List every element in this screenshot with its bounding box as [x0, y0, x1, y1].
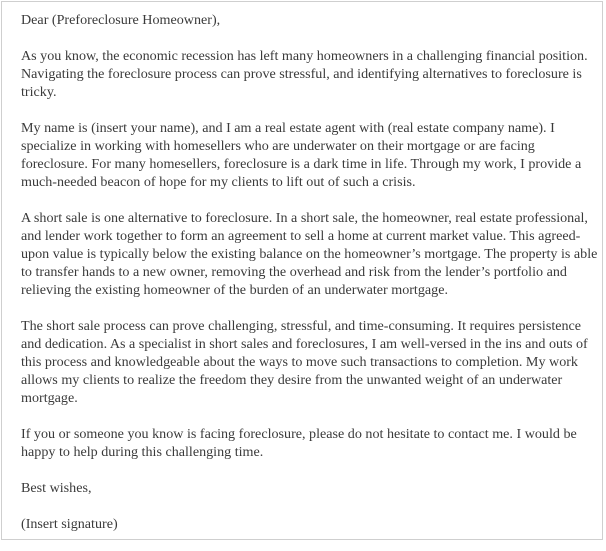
- closing: Best wishes,: [21, 480, 92, 496]
- paragraph-intro: As you know, the economic recession has left many homeowners in a challenging financial position. Navigating the foreclosure process can prove stressful, and identifying alternatives to foreclosure is tricky.: [21, 48, 588, 100]
- paragraph-process: The short sale process can prove challenging, stressful, and time-consuming. It requires persistence and dedication. As a specialist in short sales and foreclosures, I am well-versed in the ins and outs of this process and knowledgeable about the ways to move such transactions to completion. My work allows my clients to realize the freedom they desire from the unwanted weight of an underwater mortgage.: [21, 318, 588, 406]
- paragraph-introduction-agent: My name is (insert your name), and I am a real estate agent with (real estate company name). I specialize in working with homesellers who are underwater on their mortgage or are facing foreclosure. For many homesellers, foreclosure is a dark time in life. Through my work, I provide a much-needed beacon of hope for my clients to lift out of such a crisis.: [21, 120, 582, 190]
- paragraph-short-sale: A short sale is one alternative to foreclosure. In a short sale, the homeowner, real estate professional, and lender work together to form an agreement to sell a home at current market value. This agreed-upon value is typically below the existing balance on the homeowner’s mortgage. The property is able to transfer hands to a new owner, removing the overhead and risk from the lender’s portfolio and relieving the existing homeowner of the burden of an underwater mortgage.: [21, 210, 598, 298]
- salutation: Dear (Preforeclosure Homeowner),: [21, 12, 221, 28]
- letter-body: [21, 11, 603, 551]
- letter-frame: [1, 1, 603, 540]
- paragraph-contact: If you or someone you know is facing foreclosure, please do not hesitate to contact me. I would be happy to help during this challenging time.: [21, 426, 577, 460]
- signature: (Insert signature): [21, 516, 118, 532]
